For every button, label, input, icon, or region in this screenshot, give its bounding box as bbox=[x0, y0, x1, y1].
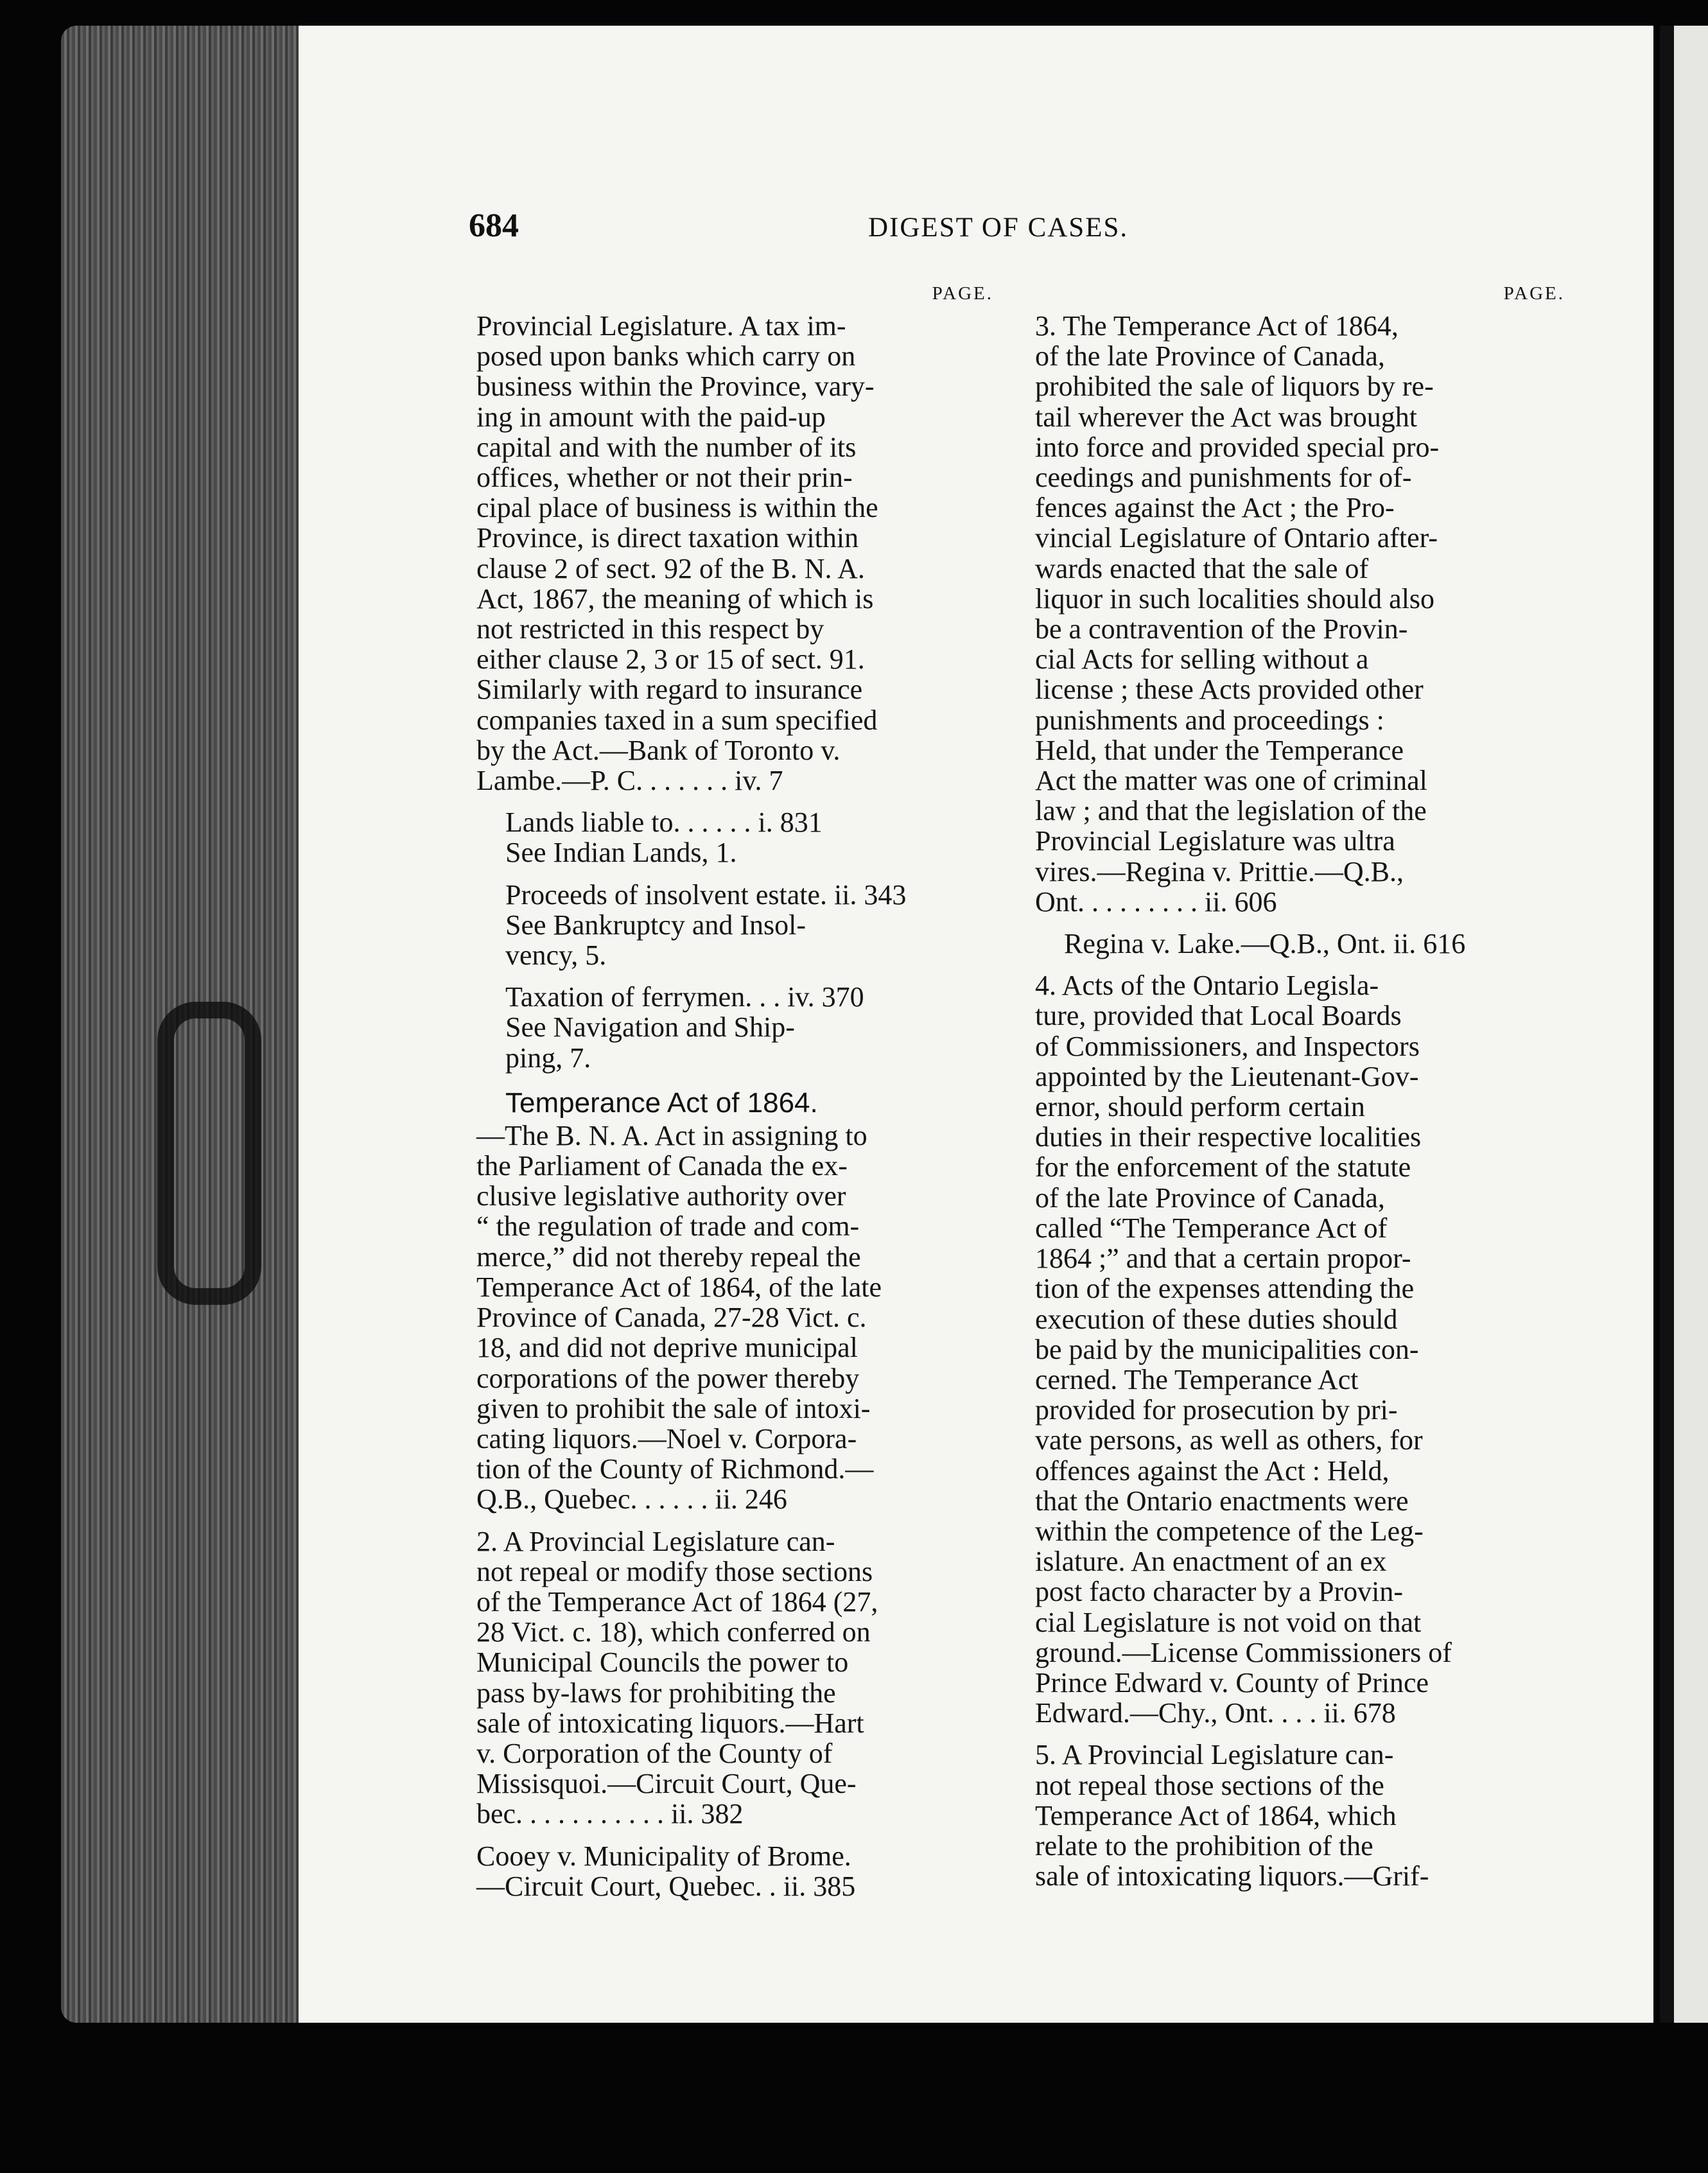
temperance-act-heading: Temperance Act of 1864. bbox=[505, 1086, 818, 1119]
temperance-paragraph-1: —The B. N. A. Act in assigning to the Parliament of Canada the ex- clusive legislative authority over “ the regulation of trade and com- merce,” did not thereby repeal the Temperance Act of 1864, of the late Province of Canada, 27-28 Vict. c. 18, and did not deprive municipal corporations of the power thereby given to prohibit the sale of intoxi- cating liquors.—Noel v. Corpora- tion of the County of Richmond.— Q.B., Quebec. . . . . . ii. 246 bbox=[476, 1119, 882, 1515]
proceeds-insolvent-entry: Proceeds of insolvent estate. ii. 343 See Bankruptcy and Insol- vency, 5. bbox=[505, 878, 907, 972]
provincial-legislature-paragraph: Provincial Legislature. A tax im- posed upon banks which carry on business within the Province, vary- ing in amount with the paid-up capital and with the number of its offices, whether or not their prin- cipal place of business is within the Province, is direct taxation within clause 2 of sect. 92 of the B. N. A. Act, 1867, the meaning of which is not restricted in this respect by either clause 2, 3 or 15 of sect. 91. Similarly with regard to insurance companies taxed in a sum specified by the Act.—Bank of Toronto v. Lambe.—P. C. . . . . . . iv. 7 bbox=[476, 310, 878, 797]
page-title: DIGEST OF CASES. bbox=[868, 213, 1129, 243]
adjacent-page-edge bbox=[1660, 26, 1708, 2023]
temperance-paragraph-5: 5. A Provincial Legislature can- not repeal those sections of the Temperance Act of 1864, which relate to the prohibition of the sale of intoxicating liquors.—Grif- bbox=[1035, 1739, 1429, 1892]
page-column-label: PAGE. bbox=[932, 283, 993, 304]
cooey-entry: Cooey v. Municipality of Brome. —Circuit Court, Quebec. . ii. 385 bbox=[476, 1840, 856, 1902]
temperance-paragraph-2: 2. A Provincial Legislature can- not repeal or modify those sections of the Temperance Act of 1864 (27, 28 Vict. c. 18), which conferred on Municipal Councils the power to pass by-laws for prohibiting the sale of intoxicating liquors.—Hart v. Corporation of the County of Missisquoi.—Circuit Court, Que- bec. . . . . . . . . . . ii. 382 bbox=[476, 1525, 878, 1830]
temperance-paragraph-4: 4. Acts of the Ontario Legisla- ture, provided that Local Boards of Commissioners, and Inspectors appointed by the Lieutenant-Gov- ernor, should perform certain duties in their respective localities for the enforcement of the statute of the late Province of Canada, called “The Temperance Act of 1864 ;” and that a certain propor- tion of the expenses attending the execution of these duties should be paid by the municipalities con- cerned. The Temperance Act provided for prosecution by pri- vate persons, as well as others, for offences against the Act : Held, that the Ontario enactments were within the competence of the Leg- islature. An enactment of an ex post facto character by a Provin- cial Legislature is not void on that ground.—License Commissioners of Prince Edward v. County of Prince Edward.—Chy., Ont. . . . ii. 678 bbox=[1035, 970, 1452, 1729]
taxation-ferrymen-entry: Taxation of ferrymen. . . iv. 370 See Navigation and Ship- ping, 7. bbox=[505, 981, 864, 1074]
left-column bbox=[476, 283, 993, 1913]
right-column bbox=[1035, 283, 1565, 1903]
page-number: 684 bbox=[469, 207, 519, 244]
temperance-paragraph-3: 3. The Temperance Act of 1864, of the late Province of Canada, prohibited the sale of liquors by re- tail wherever the Act was brought into force and provided special pro- ceedings and punishments for of- fences against the Act ; the Pro- vincial Legislature of Ontario after- wards enacted that the sale of liquor in such localities should also be a contravention of the Provin- cial Acts for selling without a license ; these Acts provided other punishments and proceedings : Held, that under the Temperance Act the matter was one of criminal law ; and that the legislation of the Provincial Legislature was ultra vires.—Regina v. Prittie.—Q.B., Ont. . . . . . . . . ii. 606 bbox=[1035, 310, 1440, 918]
page-column-label: PAGE. bbox=[1503, 283, 1565, 304]
ink-mark bbox=[157, 1002, 261, 1305]
regina-lake-entry: Regina v. Lake.—Q.B., Ont. ii. 616 bbox=[1064, 928, 1466, 960]
running-head bbox=[469, 207, 1149, 252]
lands-liable-entry: Lands liable to. . . . . . i. 831 See Indian Lands, 1. bbox=[505, 807, 823, 869]
